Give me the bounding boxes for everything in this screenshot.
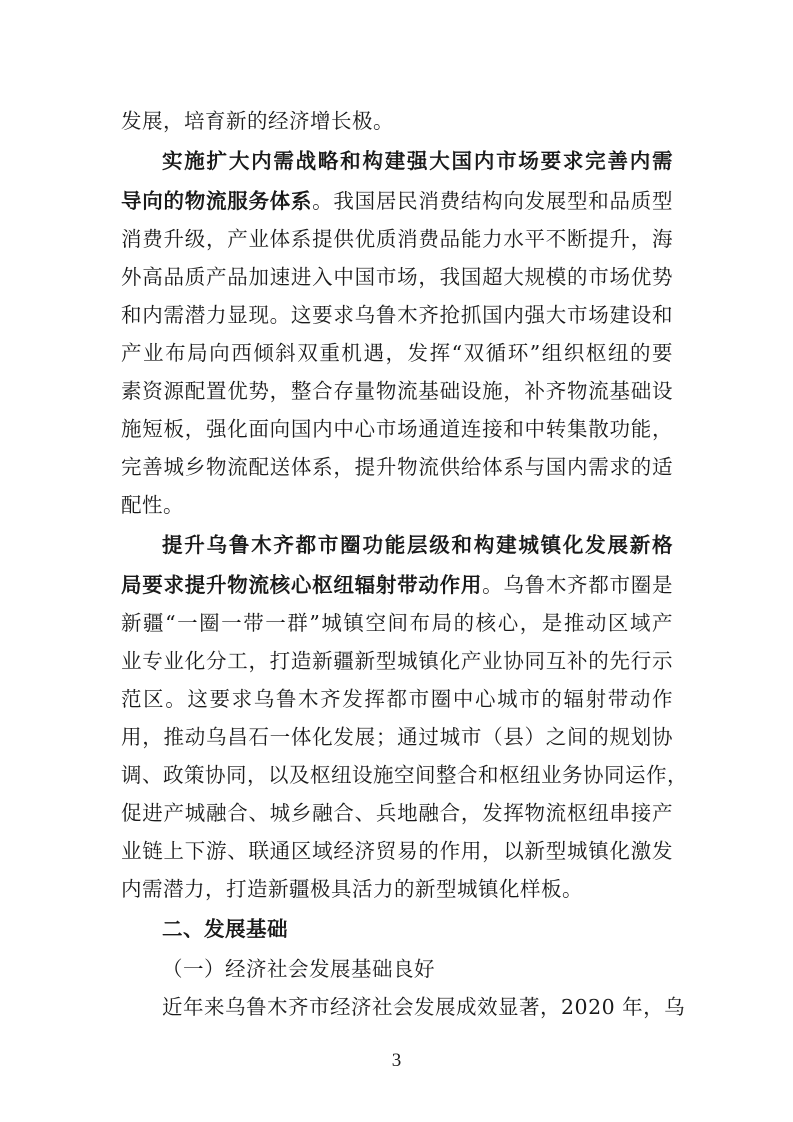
paragraph-line: 素资源配置优势，整合存量物流基础设施，补齐物流基础设 bbox=[121, 379, 673, 403]
paragraph-line: 内需潜力，打造新疆极具活力的新型城镇化样板。 bbox=[121, 877, 583, 901]
paragraph-line: 业链上下游、联通区域经济贸易的作用，以新型城镇化激发 bbox=[121, 839, 673, 863]
page-number: 3 bbox=[391, 1050, 402, 1071]
paragraph-line bbox=[121, 184, 673, 218]
bold-lead-sentence: 提升乌鲁木齐都市圈功能层级和构建城镇化发展新格 bbox=[162, 533, 673, 557]
subsection-heading: （一）经济社会发展基础良好 bbox=[162, 957, 435, 981]
paragraph-line: 产业布局向西倾斜双重机遇，发挥“双循环”组织枢纽的要 bbox=[121, 341, 673, 365]
paragraph-line bbox=[121, 568, 673, 602]
paragraph-line: 和内需潜力显现。这要求乌鲁木齐抢抓国内强大市场建设和 bbox=[121, 303, 673, 327]
paragraph-line: 业专业化分工，打造新疆新型城镇化产业协同互补的先行示 bbox=[121, 649, 673, 673]
paragraph-line: 调、政策协同，以及枢纽设施空间整合和枢纽业务协同运作， bbox=[121, 763, 688, 787]
paragraph-text: 。乌鲁木齐都市圈是 bbox=[482, 573, 674, 597]
paragraph-line: 促进产城融合、城乡融合、兵地融合，发挥物流枢纽串接产 bbox=[121, 801, 673, 825]
paragraph-line: 施短板，强化面向国内中心市场通道连接和中转集散功能， bbox=[121, 417, 673, 441]
bold-lead-sentence: 导向的物流服务体系 bbox=[121, 189, 313, 213]
paragraph-line: 消费升级，产业体系提供优质消费品能力水平不断提升，海 bbox=[121, 227, 673, 251]
paragraph-line: 用，推动乌昌石一体化发展；通过城市（县）之间的规划协 bbox=[121, 725, 673, 749]
paragraph-line: 范区。这要求乌鲁木齐发挥都市圈中心城市的辐射带动作 bbox=[121, 687, 673, 711]
bold-lead-sentence: 局要求提升物流核心枢纽辐射带动作用 bbox=[121, 573, 483, 597]
paragraph-line: 外高品质产品加速进入中国市场，我国超大规模的市场优势 bbox=[121, 265, 673, 289]
paragraph-line: 新疆“一圈一带一群”城镇空间布局的核心，是推动区域产 bbox=[121, 611, 673, 635]
paragraph-line: 发展，培育新的经济增长极。 bbox=[121, 109, 394, 133]
paragraph-line: 完善城乡物流配送体系，提升物流供给体系与国内需求的适 bbox=[121, 455, 673, 479]
paragraph-line: 近年来乌鲁木齐市经济社会发展成效显著，2020 年，乌 bbox=[162, 995, 686, 1019]
paragraph-text: 。我国居民消费结构向发展型和品质型 bbox=[312, 189, 674, 213]
paragraph-line: 配性。 bbox=[121, 493, 184, 517]
bold-lead-sentence: 实施扩大内需战略和构建强大国内市场要求完善内需 bbox=[162, 149, 673, 173]
section-heading: 二、发展基础 bbox=[162, 917, 288, 941]
